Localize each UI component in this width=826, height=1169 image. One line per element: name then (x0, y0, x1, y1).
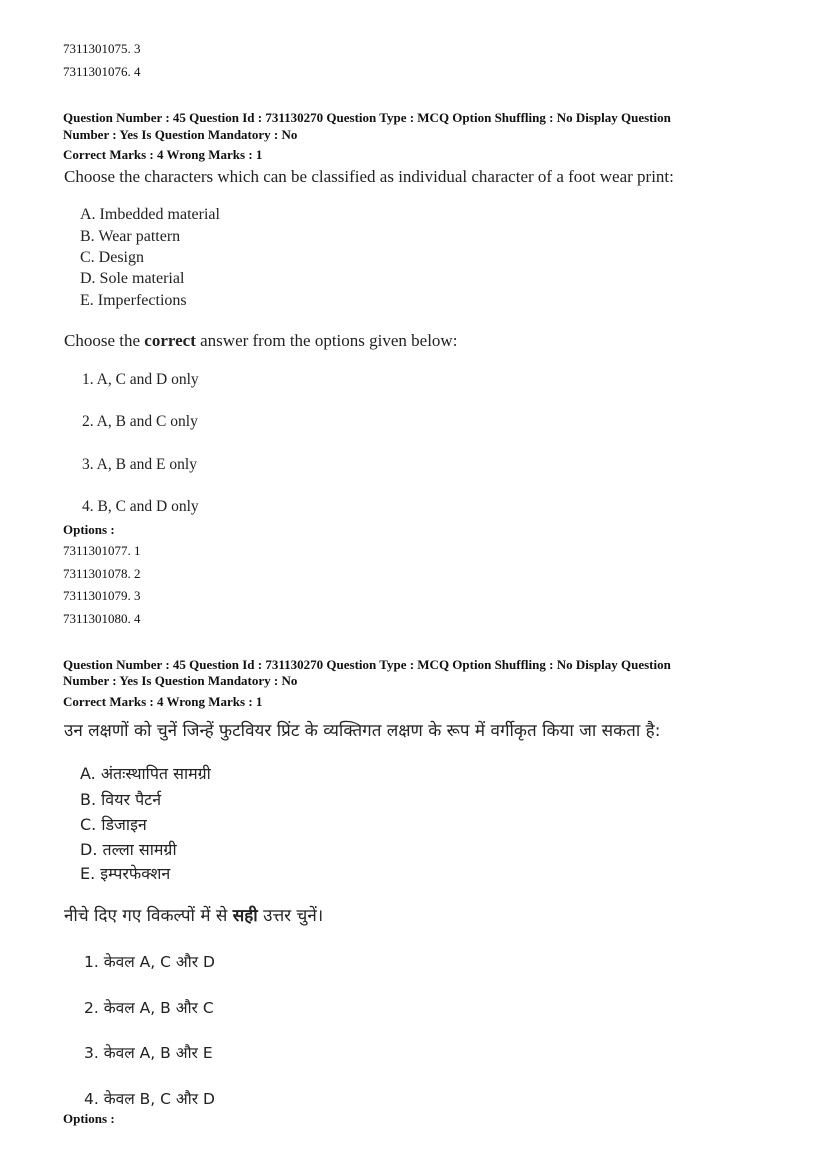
option-id: 7311301076. 4 (63, 64, 141, 79)
choice-item: A. अंतःस्थापित सामग्री (80, 764, 211, 783)
question-meta: Question Number : 45 Question Id : 731130270 Question Type : MCQ Option Shuffling : No Display Question (63, 657, 671, 672)
answer-option: 1. A, C and D only (82, 371, 199, 388)
question-meta-continued: Number : Yes Is Question Mandatory : No (63, 127, 298, 142)
instruction-text: Choose the correct answer from the options given below: (64, 331, 458, 350)
question-meta-continued: Number : Yes Is Question Mandatory : No (63, 673, 298, 688)
option-id: 7311301079. 3 (63, 588, 141, 603)
choice-item: A. Imbedded material (80, 206, 220, 223)
choice-item: B. वियर पैटर्न (80, 790, 162, 809)
choice-item: C. डिजाइन (80, 815, 147, 834)
question-text: Choose the characters which can be classified as individual character of a foot wear print: (64, 167, 674, 186)
option-id: 7311301075. 3 (63, 41, 141, 56)
marks-line: Correct Marks : 4 Wrong Marks : 1 (63, 694, 263, 709)
choice-item: B. Wear pattern (80, 228, 181, 245)
options-label: Options : (63, 1111, 115, 1126)
answer-option: 4. केवल B, C और D (84, 1090, 215, 1108)
question-text: उन लक्षणों को चुनें जिन्हें फुटवियर प्रिंट के व्यक्तिगत लक्षण के रूप में वर्गीकृत किया जा सकता है: (64, 721, 661, 741)
answer-option: 4. B, C and D only (82, 498, 199, 515)
choice-item: E. Imperfections (80, 292, 187, 309)
answer-option: 2. A, B and C only (82, 413, 198, 430)
instruction-text: नीचे दिए गए विकल्पों में से सही उत्तर चुनें। (64, 906, 324, 926)
marks-line: Correct Marks : 4 Wrong Marks : 1 (63, 147, 263, 162)
answer-option: 2. केवल A, B और C (84, 999, 214, 1017)
question-meta: Question Number : 45 Question Id : 731130270 Question Type : MCQ Option Shuffling : No Display Question (63, 110, 671, 125)
choice-item: E. इम्परफेक्शन (80, 864, 171, 883)
answer-option: 3. A, B and E only (82, 456, 197, 473)
choice-item: D. Sole material (80, 270, 185, 287)
option-id: 7311301078. 2 (63, 566, 141, 581)
option-id: 7311301077. 1 (63, 543, 141, 558)
option-id: 7311301080. 4 (63, 611, 141, 626)
choice-item: D. तल्ला सामग्री (80, 840, 177, 859)
instruction-emphasis: सही (232, 906, 258, 926)
choice-item: C. Design (80, 249, 144, 266)
answer-option: 3. केवल A, B और E (84, 1044, 213, 1062)
answer-option: 1. केवल A, C और D (84, 953, 215, 971)
options-label: Options : (63, 522, 115, 537)
instruction-emphasis: correct (144, 331, 196, 350)
